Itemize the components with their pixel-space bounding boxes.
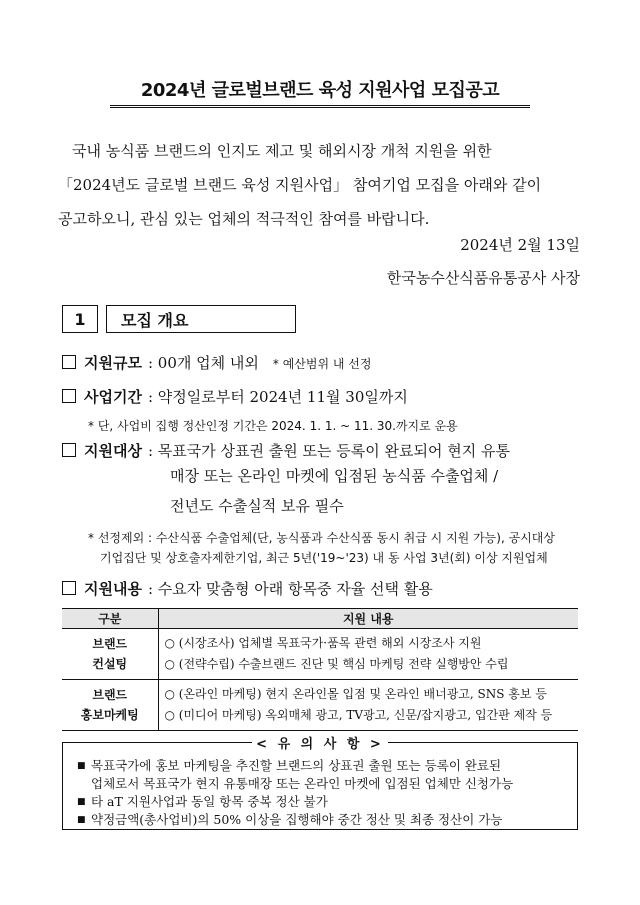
caution-item-1 bbox=[77, 757, 569, 775]
square-bullet-icon: ■ bbox=[77, 761, 86, 771]
support-scale-value: : 00개 업체 내외 bbox=[147, 354, 259, 372]
support-target-label: 지원대상 bbox=[84, 442, 142, 460]
caution-box bbox=[62, 737, 578, 830]
caution-item-1-line-2: 업체로서 목표국가 현지 유통매장 또는 온라인 마켓에 입점된 업체만 신청가능 bbox=[91, 776, 514, 791]
category-line-1: 브랜드 bbox=[92, 637, 128, 651]
checkbox-square-icon bbox=[62, 581, 76, 595]
exclusion-line-1: * 선정제외 : 수산식품 수출업체(단, 농식품과 수산식품 동시 취급 시 지원 가능), 공시대상 bbox=[88, 531, 555, 545]
square-bullet-icon: ■ bbox=[77, 815, 86, 825]
table-header-category: 구분 bbox=[62, 609, 158, 629]
table-row-item: ○ (전략수립) 수출브랜드 진단 및 핵심 마케팅 전략 실행방안 수립 bbox=[164, 657, 509, 671]
issuer: 한국농수산식품유통공사 사장 bbox=[386, 269, 580, 287]
support-content-value: : 수요자 맞춤형 아래 항목중 자율 선택 활용 bbox=[147, 580, 433, 598]
table-header-content: 지원 내용 bbox=[158, 609, 578, 629]
caution-item-1-line-1: 목표국가에 홍보 마케팅을 추진할 브랜드의 상표권 출원 또는 등록이 완료된 bbox=[91, 758, 502, 773]
caution-title-wrap bbox=[63, 733, 577, 752]
caution-item-2 bbox=[77, 793, 569, 811]
square-bullet-icon: ■ bbox=[77, 797, 86, 807]
caution-item-3-text: 약정금액(총사업비)의 50% 이상을 집행해야 중간 정산 및 최종 정산이 가능 bbox=[91, 812, 503, 827]
project-period-note: * 단, 사업비 집행 정산인정 기간은 2024. 1. 1. ~ 11. 30.까지로 운용 bbox=[88, 419, 458, 433]
table-row-item: ○ (시장조사) 업체별 목표국가·품목 관련 해외 시장조사 지원 bbox=[164, 636, 482, 650]
caution-item-3 bbox=[77, 811, 569, 829]
support-scale-label: 지원규모 bbox=[84, 354, 142, 372]
intro-paragraph bbox=[58, 134, 580, 236]
section-number: 1 bbox=[62, 305, 98, 333]
support-table bbox=[62, 608, 578, 731]
intro-line-1: 국내 농식품 브랜드의 인지도 제고 및 해외시장 개척 지원을 위한 bbox=[72, 142, 492, 160]
category-line-2: 홍보마케팅 bbox=[80, 708, 139, 722]
support-scale-note: * 예산범위 내 선정 bbox=[272, 357, 372, 371]
page-title: 2024년 글로벌브랜드 육성 지원사업 모집공고 bbox=[110, 76, 530, 108]
support-target-line-2: 매장 또는 온라인 마켓에 입점된 농식품 수출업체 / bbox=[170, 467, 499, 485]
support-target-line-3: 전년도 수출실적 보유 필수 bbox=[170, 497, 344, 515]
project-period-item bbox=[62, 386, 408, 407]
table-row bbox=[62, 629, 578, 680]
checkbox-square-icon bbox=[62, 389, 76, 403]
support-scale-item bbox=[62, 352, 371, 373]
caution-item-2-text: 타 aT 지원사업과 동일 항목 중복 정산 불가 bbox=[91, 794, 328, 809]
section-title: 모집 개요 bbox=[106, 305, 296, 333]
category-line-1: 브랜드 bbox=[92, 688, 128, 702]
project-period-value: : 약정일로부터 2024년 11월 30일까지 bbox=[147, 388, 408, 406]
table-row bbox=[62, 680, 578, 731]
support-content-item bbox=[62, 578, 433, 599]
checkbox-square-icon bbox=[62, 355, 76, 369]
caution-title: < 유 의 사 항 > bbox=[252, 737, 388, 752]
notice-date: 2024년 2월 13일 bbox=[460, 236, 580, 254]
support-target-item bbox=[62, 440, 582, 521]
table-row-category bbox=[62, 680, 158, 731]
exclusion-note bbox=[88, 528, 555, 568]
table-row-content bbox=[158, 629, 578, 680]
project-period-label: 사업기간 bbox=[84, 388, 142, 406]
table-header-row bbox=[62, 609, 578, 629]
table-row-content bbox=[158, 680, 578, 731]
exclusion-line-2: 기업집단 및 상호출자제한기업, 최근 5년('19~'23) 내 동 사업 3년(회) 이상 지원업체 bbox=[100, 551, 548, 565]
support-content-label: 지원내용 bbox=[84, 580, 142, 598]
table-row-category bbox=[62, 629, 158, 680]
checkbox-square-icon bbox=[62, 443, 76, 457]
table-row-item: ○ (온라인 마케팅) 현지 온라인몰 입점 및 온라인 배너광고, SNS 홍보 등 bbox=[164, 687, 547, 701]
intro-line-3: 공고하오니, 관심 있는 업체의 적극적인 참여를 바랍니다. bbox=[58, 210, 430, 228]
intro-line-2: 「2024년도 글로벌 브랜드 육성 지원사업」 참여기업 모집을 아래와 같이 bbox=[58, 176, 542, 194]
table-row-item: ○ (미디어 마케팅) 옥외매체 광고, TV광고, 신문/잡지광고, 입간판 제작 등 bbox=[164, 708, 553, 722]
support-target-line-1: : 목표국가 상표권 출원 또는 등록이 완료되어 현지 유통 bbox=[147, 442, 510, 460]
category-line-2: 컨설팅 bbox=[92, 657, 128, 671]
